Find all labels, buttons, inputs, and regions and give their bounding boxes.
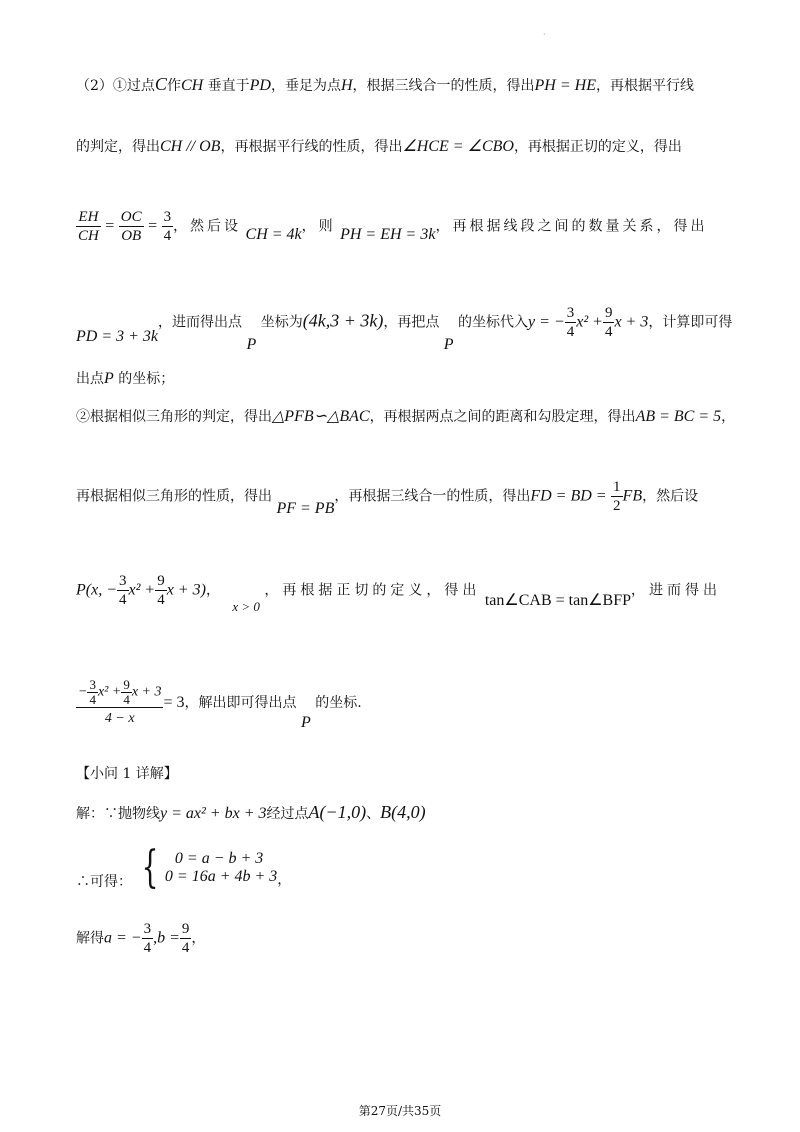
equals: =: [105, 217, 115, 235]
text: ，则: [301, 218, 336, 235]
math-y-eq: y = −: [528, 313, 565, 331]
text: 的坐标；: [118, 371, 175, 387]
left-brace: {: [142, 842, 159, 893]
text: 垂直于: [207, 78, 250, 94]
math-eq-1: 0 = a − b + 3: [174, 850, 264, 867]
text-line-2: [76, 136, 682, 156]
text: ∴可得：: [76, 874, 132, 890]
math-x2: x² +: [128, 581, 156, 599]
text: 【小问 1 详解】: [76, 766, 178, 782]
math-coord-4k: (4k,3 + 3k): [302, 310, 384, 331]
text: ，计算即可得: [648, 314, 733, 331]
text: 解：∵抛物线: [76, 806, 160, 822]
math-tan-eq: tan∠CAB = tan∠BFP: [484, 591, 632, 609]
text-line-9: [76, 677, 362, 731]
math-x2: x² +: [576, 313, 603, 331]
solution-line-3: 解得a = − $\frac{3}{4}$ ,b = $\frac{9}{4}$ ，: [76, 921, 206, 956]
fraction-3-4: $\frac{3}{4}$: [143, 921, 152, 956]
fraction-3-4: $\frac{3}{4}$: [566, 305, 575, 340]
math-point-A: A(−1,0): [308, 802, 367, 822]
math-P: P: [443, 335, 454, 353]
math-FD-BD: FD = BD =: [530, 487, 607, 505]
math-P-x: P(x, −: [76, 581, 117, 599]
math-PH-EH-3k: PH = EH = 3k: [340, 225, 436, 243]
text: 出点: [76, 371, 104, 387]
math-P: P: [104, 370, 114, 387]
math-AB-BC: AB = BC = 5: [635, 408, 722, 425]
text: 的判定，得出: [76, 139, 160, 155]
solution-line-2: [76, 842, 292, 893]
text: ，: [721, 409, 736, 425]
math-PD: PD: [249, 77, 271, 94]
text: ，解出即可得出点: [184, 695, 297, 711]
text: （2）①过点: [76, 78, 155, 94]
math-P: P: [300, 714, 311, 731]
math-b-eq: b =: [157, 929, 180, 947]
math-H: H: [340, 77, 353, 94]
text: ，再根据两点之间的距离和勾股定理，得出: [369, 409, 636, 425]
math-angle-eq: ∠HCE = ∠CBO: [402, 138, 514, 155]
text: 、: [366, 806, 381, 822]
text: ，然后设: [642, 488, 699, 505]
text-line-7: [76, 478, 698, 515]
math-parabola: y = ax² + bx + 3: [160, 805, 267, 822]
math-point-B: B(4,0): [380, 802, 426, 822]
math-FB: FB: [622, 487, 643, 505]
text: ，再根据正切的定义，得出: [513, 139, 682, 155]
text: ，再根据正切的定义，得出: [264, 582, 481, 599]
math-eq-2: 0 = 16a + 4b + 3: [164, 868, 278, 885]
fraction-1-2: $\frac{1}{2}$: [613, 479, 621, 514]
math-x-gt-0: x > 0: [232, 598, 260, 614]
text: ，: [191, 930, 206, 947]
math-C: C: [154, 74, 167, 94]
text: 的坐标.: [315, 695, 362, 711]
text: ，根据三线合一的性质，得出: [352, 78, 535, 94]
solution-line-1: [76, 802, 426, 823]
text: 经过点: [266, 806, 309, 822]
math-CH-par-OB: CH // OB: [160, 138, 221, 155]
text: ，: [205, 582, 220, 599]
text: 作: [166, 78, 181, 94]
text: ②根据相似三角形的判定，得出: [76, 409, 272, 425]
scan-dot: ·: [543, 30, 546, 39]
text: 解得: [76, 930, 104, 947]
text: ，再根据线段之间的数量关系，得出: [435, 218, 708, 235]
fraction-3-4: $\frac{3}{4}$: [163, 209, 172, 244]
equals: =: [148, 217, 158, 235]
text-line-4: [76, 304, 733, 353]
math-PF-PB: PF = PB: [276, 499, 335, 517]
text: ，进而得出: [631, 582, 722, 599]
math-a-eq: a = −: [104, 929, 142, 947]
math-similar: △PFB∽△BAC: [272, 408, 370, 425]
text: ，再根据三线合一的性质，得出: [334, 488, 531, 505]
text: 再根据相似三角形的性质，得出: [76, 488, 272, 505]
math-P: P: [246, 335, 257, 353]
text-line-6: [76, 406, 735, 426]
math-x3: x + 3: [614, 313, 649, 331]
fraction-OC-OB: $\frac{OC}{OB}$: [120, 209, 142, 244]
fraction-big: − $\frac{3}{4}$ x² + $\frac{9}{4}$ x + 3 4 − x: [78, 677, 162, 726]
fraction-9-4: $\frac{9}{4}$: [181, 921, 190, 956]
text: ，: [277, 872, 292, 888]
text-line-1: [76, 74, 694, 95]
math-CH-4k: CH = 4k: [245, 225, 302, 243]
equation-system: [165, 850, 277, 886]
text: ，再根据平行线的性质，得出: [220, 139, 403, 155]
text: ，再根据平行线: [595, 78, 694, 94]
text: ，然后设: [173, 218, 242, 235]
math-eq-3: = 3: [163, 694, 185, 711]
text: 的坐标代入: [458, 314, 529, 331]
fraction-9-4: $\frac{9}{4}$: [604, 305, 613, 340]
fraction-EH-CH: $\frac{EH}{CH}$: [78, 209, 99, 244]
page-footer: 第27页/共35页: [358, 1104, 442, 1118]
math-x3-close: x + 3): [166, 581, 206, 599]
text-line-5: [76, 368, 174, 388]
fraction-3-4: $\frac{3}{4}$: [119, 573, 127, 608]
text-line-8: [76, 572, 722, 614]
math-PD-3-3k: PD = 3 + 3k: [76, 327, 159, 345]
math-PH-HE: PH = HE: [534, 77, 596, 94]
fraction-9-4: $\frac{9}{4}$: [157, 573, 165, 608]
section-header: [76, 763, 178, 783]
text: ，再把点: [383, 314, 440, 331]
text-line-3: [76, 208, 707, 245]
text: ，进而得出点: [158, 314, 243, 331]
text: 坐标为: [260, 314, 303, 331]
text: ，垂足为点: [270, 78, 341, 94]
math-CH: CH: [180, 77, 204, 94]
